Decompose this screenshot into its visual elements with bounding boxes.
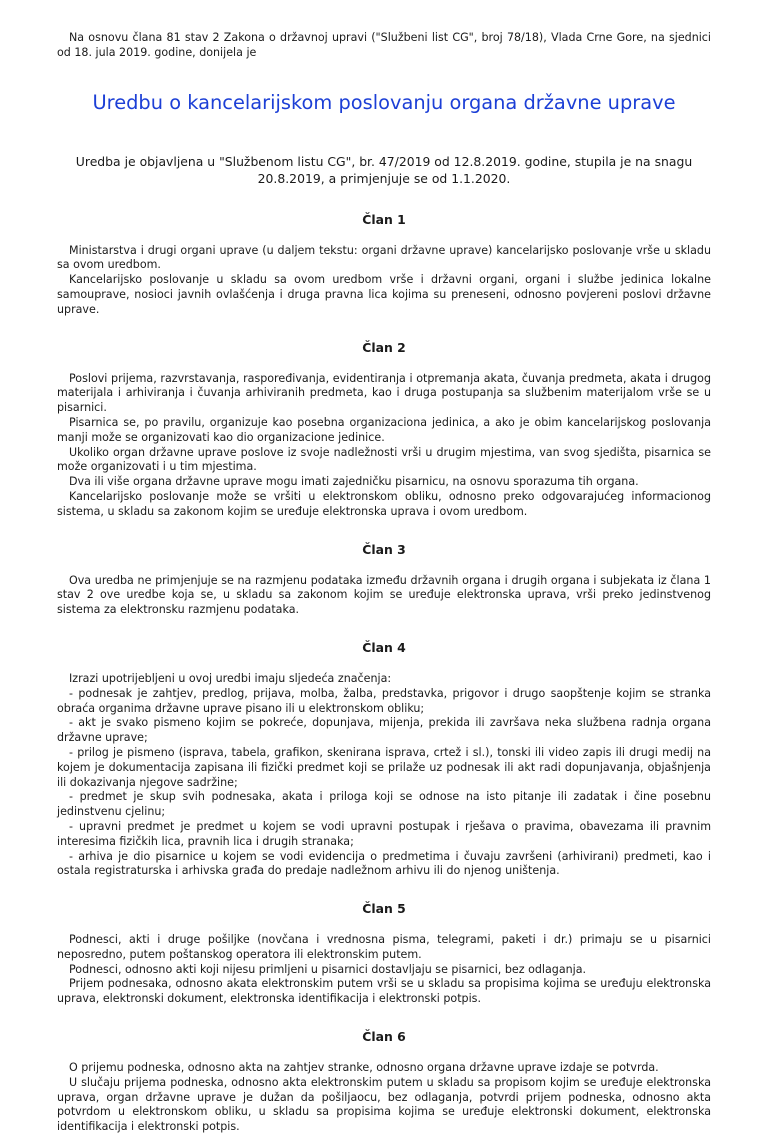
article-paragraph: - upravni predmet je predmet u kojem se vodi upravni postupak i rješava o pravima, obavezama ili pravnim interesima fizičkih lica, pravnih lica i drugih stranaka;: [57, 819, 711, 848]
article-paragraph: - arhiva je dio pisarnice u kojem se vodi evidencija o predmetima i čuvaju završeni (arhivirani) predmeti, kao i ostala registraturska i arhivska građa do predaje nadležnom arhivu ili do njenog uništenja.: [57, 849, 711, 878]
article-heading: Član 4: [362, 639, 406, 655]
intro-text: Na osnovu člana 81 stav 2 Zakona o državnoj upravi ("Službeni list CG", broj 78/18), Vlada Crne Gore, na sjednici od 18. jula 2019. godine, donijela je: [57, 31, 711, 59]
article-paragraph: - podnesak je zahtjev, predlog, prijava, molba, žalba, predstavka, prigovor i drugo saopštenje kojim se stranka obraća organima državne uprave pisano ili u elektronskom obliku;: [57, 686, 711, 715]
article-paragraph: Poslovi prijema, razvrstavanja, raspoređivanja, evidentiranja i otpremanja akata, čuvanja predmeta, akata i drugog materijala i arhiviranja i čuvanja arhiviranih predmeta, kao i druga postupanja sa službenim materijalom vrše se u pisarnici.: [57, 371, 711, 415]
article-paragraph: U slučaju prijema podneska, odnosno akta elektronskim putem u skladu sa propisom kojim se uređuje elektronska uprava, organ državne uprave je dužan da pošiljaocu, bez odlaganja, potvrdi prijem podneska, odnosno akta potvrdom u elektronskom obliku, u skladu sa propisima kojima se uređuje elektronski dokument, elektronska identifikacija i elektronski potpis.: [57, 1075, 711, 1134]
article-paragraph: Prijem podnesaka, odnosno akata elektronskim putem vrši se u skladu sa propisima kojima se uređuju elektronska uprava, elektronski dokument, elektronska identifikacija i elektronski potpis.: [57, 977, 711, 1006]
article-paragraph: Pisarnica se, po pravilu, organizuje kao posebna organizaciona jedinica, a ako je obim kancelarijskog poslovanja manji može se organizovati kao dio organizacione jedinice.: [57, 415, 711, 444]
article-paragraph: Kancelarijsko poslovanje u skladu sa ovom uredbom vrše i državni organi, organi i službe jedinica lokalne samouprave, nosioci javnih ovlašćenja i druga pravna lica kojima su preneseni, odnosno povjereni poslovi državne uprave.: [57, 273, 711, 316]
article-paragraph: O prijemu podneska, odnosno akta na zahtjev stranke, odnosno organa državne uprave izdaje se potvrda.: [69, 1061, 659, 1075]
article-paragraph: Kancelarijsko poslovanje može se vršiti u elektronskom obliku, odnosno preko odgovarajućeg informacionog sistema, u skladu sa zakonom kojim se uređuje elektronska uprava i ovom uredbom.: [57, 489, 711, 518]
publication-note: Uredba je objavljena u "Službenom listu CG", br. 47/2019 od 12.8.2019. godine, stupila je na snagu 20.8.2019, a primjenjuje se od 1.1.2020.: [75, 153, 693, 186]
article-heading: Član 1: [362, 211, 406, 227]
article-paragraph: - predmet je skup svih podnesaka, akata i priloga koji se odnose na isto pitanje ili zadatak i čine posebnu jedinstvenu cjelinu;: [57, 790, 711, 819]
article-paragraph: Podnesci, akti i druge pošiljke (novčana i vrednosna pisma, telegrami, paketi i dr.) primaju se u pisarnici neposredno, putem poštanskog operatora ili elektronskim putem.: [57, 933, 711, 961]
document-title: Uredbu o kancelarijskom poslovanju organa državne uprave: [92, 90, 676, 114]
article-paragraph: - prilog je pismeno (isprava, tabela, grafikon, skenirana isprava, crtež i sl.), tonski ili video zapis ili drugi medij na kojem je dokumentacija zapisana ili fizički predmet koji se prilaže uz podnesak ili akt radi dopunjavanja, objašnjenja ili dokazivanja njegove sadržine;: [57, 745, 711, 789]
document-page: [57, 31, 711, 1135]
article-heading: Član 2: [362, 339, 406, 355]
article-paragraph: - akt je svako pismeno kojim se pokreće, dopunjava, mijenja, prekida ili završava neka službena radnja organa državne uprave;: [57, 716, 711, 745]
article-paragraph: Ministarstva i drugi organi uprave (u daljem tekstu: organi državne uprave) kancelarijsko poslovanje vrše u skladu sa ovom uredbom.: [57, 243, 711, 272]
article-paragraph: Ova uredba ne primjenjuje se na razmjenu podataka između državnih organa i drugih organa i subjekata iz člana 1 stav 2 ove uredbe koja se, u skladu sa zakonom kojim se uređuje elektronska uprava, vrši preko jedinstvenog sistema za elektronsku razmjenu podataka.: [57, 573, 711, 617]
article-paragraph: Podnesci, odnosno akti koji nijesu primljeni u pisarnici dostavljaju se pisarnici, bez odlaganja.: [69, 962, 587, 976]
article-paragraph: Ukoliko organ državne uprave poslove iz svoje nadležnosti vrši u drugim mjestima, van svog sjedišta, pisarnica se može organizovati i u tim mjestima.: [57, 445, 711, 474]
article-heading: Član 6: [362, 1029, 406, 1045]
article-heading: Član 5: [362, 901, 406, 917]
article-paragraph: Dva ili više organa državne uprave mogu imati zajedničku pisarnicu, na osnovu sporazuma tih organa.: [69, 475, 639, 489]
article-heading: Član 3: [362, 541, 406, 557]
article-paragraph: Izrazi upotrijebljeni u ovoj uredbi imaju sljedeća značenja:: [69, 671, 392, 685]
